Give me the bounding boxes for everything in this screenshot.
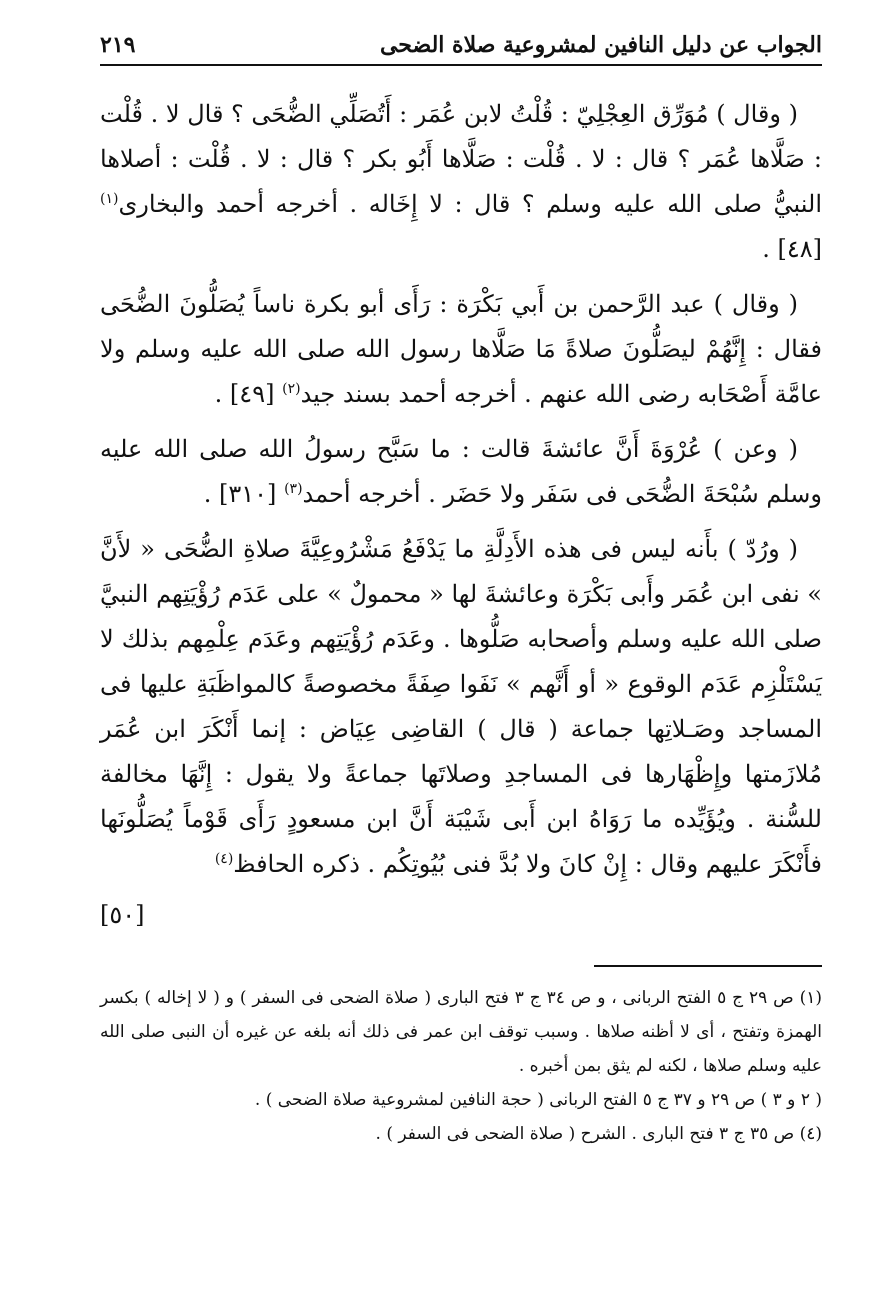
hadith-reference-final: [٥٠] <box>100 901 145 929</box>
footnote-marker: (١) <box>100 191 119 207</box>
footnote-1: (١) ص ٢٩ ج ٥ الفتح الربانى ، و ص ٣٤ ج ٣ فتح البارى ( صلاة الضحى فى السفر ) و ( لا إخاله ) بكسر الهمزة وتفتح ، أى لا أظنه صلاها . وسبب توقف ابن عمر فى ذلك أنه بلغه عن غيره أن النبى صلى الله عليه وسلم صلاها ، لكنه لم يثق بمن أخبره . <box>100 988 823 1076</box>
footnote-marker: (٢) <box>282 381 301 397</box>
paragraph-text: ( وقال ) مُوَرِّق العِجْلِيّ : قُلْتُ لابن عُمَر : أَتُصَلِّي الضُّحَى ؟ قال لا . قُلْت : صَلَّاها عُمَر ؟ قال : لا . قُلْت : صَلَّاها أَبُو بكر ؟ قال : لا . قُلْت : أصلاها النبيُّ صلى الله عليه وسلم ؟ قال : لا إِخَاله . أخرجه أحمد والبخارى <box>100 100 823 218</box>
footnote-2-3: ( ٢ و ٣ ) ص ٢٩ و ٣٧ ج ٥ الفتح الربانى ( حجة النافين لمشروعية صلاة الضحى ) . <box>254 1090 822 1110</box>
hadith-reference: [٣١٠] . <box>203 480 277 508</box>
paragraph-text: ( وقال ) عبد الرَّحمن بن أَبي بَكْرَة : رَأَى أبو بكرة ناساً يُصَلُّونَ الضُّحَى فقال : إِنَّهُمْ ليصَلُّونَ صلاةً مَا صَلَّاها رسول الله صلى الله عليه وسلم ولا عامَّة أَصْحَابه رضى الله عنهم . أخرجه أحمد بسند جيد <box>100 290 822 408</box>
footnote-divider <box>594 965 822 967</box>
hadith-reference: [٤٩] . <box>214 380 275 408</box>
footnote-marker: (٣) <box>284 481 303 497</box>
hadith-reference: [٤٨] . <box>762 235 822 263</box>
paragraph-text: ( ورُدّ ) بأَنه ليس فى هذه الأَدِلَّةِ ما يَدْفَعُ مَشْرُوعِيَّةَ صلاةِ الضُّحَى « لأَنَّ » نفى ابن عُمَر وأَبى بَكْرَة وعائشةَ لها « محمولٌ » على عَدَم رُؤْيَتِهم النبيَّ صلى الله عليه وسلم وأصحابه صَلُّوها . وعَدَم رُؤْيَتِهم وعَدَم عِلْمِهم بذلك لا يَسْتَلْزِم عَدَم الوقوع « أو أَنَّهم » نَفَوا صِفَةً مخصوصةً كالمواظَبَةِ عليها فى المساجد وصَـلاتِها جماعة ( قال ) القاضِى عِيَاض : إنما أَنْكَرَ ابن عُمَر مُلازَمتها وإِظْهَارها فى المساجدِ وصلاتَها جماعةً ولا يقول : إِنَّهَا مخالفة للسُّنة . ويُؤَيِّده ما رَوَاهُ ابن أَبى شَيْبَة أَنَّ ابن مسعودٍ رَأَى قَوْماً يُصَلُّونَها فأَنْكَرَ عليهم وقال : إِنْ كانَ ولا بُدَّ فنى بُيُوتِكُم . ذكره الحافظ <box>99 535 822 878</box>
footnote-4: (٤) ص ٣٥ ج ٣ فتح البارى . الشرح ( صلاة الضحى فى السفر ) . <box>375 1124 822 1144</box>
footnote-marker: (٤) <box>214 851 234 867</box>
main-text <box>100 92 822 887</box>
page-number: ٢١٩ <box>100 32 136 58</box>
paragraph-1 <box>100 92 822 272</box>
paragraph-4 <box>100 527 822 887</box>
paragraph-3 <box>100 427 822 517</box>
running-head <box>100 30 822 66</box>
paragraph-2 <box>100 282 822 417</box>
footnotes <box>100 981 822 1151</box>
chapter-title: الجواب عن دليل النافين لمشروعية صلاة الضحى <box>379 32 822 58</box>
paragraph-text: ( وعن ) عُرْوَةَ أَنَّ عائشةَ قالت : ما سَبَّح رسولُ الله صلى الله عليه وسلم سُبْحَةَ الضُّحَى فى سَفَر ولا حَضَر . أخرجه أحمد <box>100 435 822 508</box>
